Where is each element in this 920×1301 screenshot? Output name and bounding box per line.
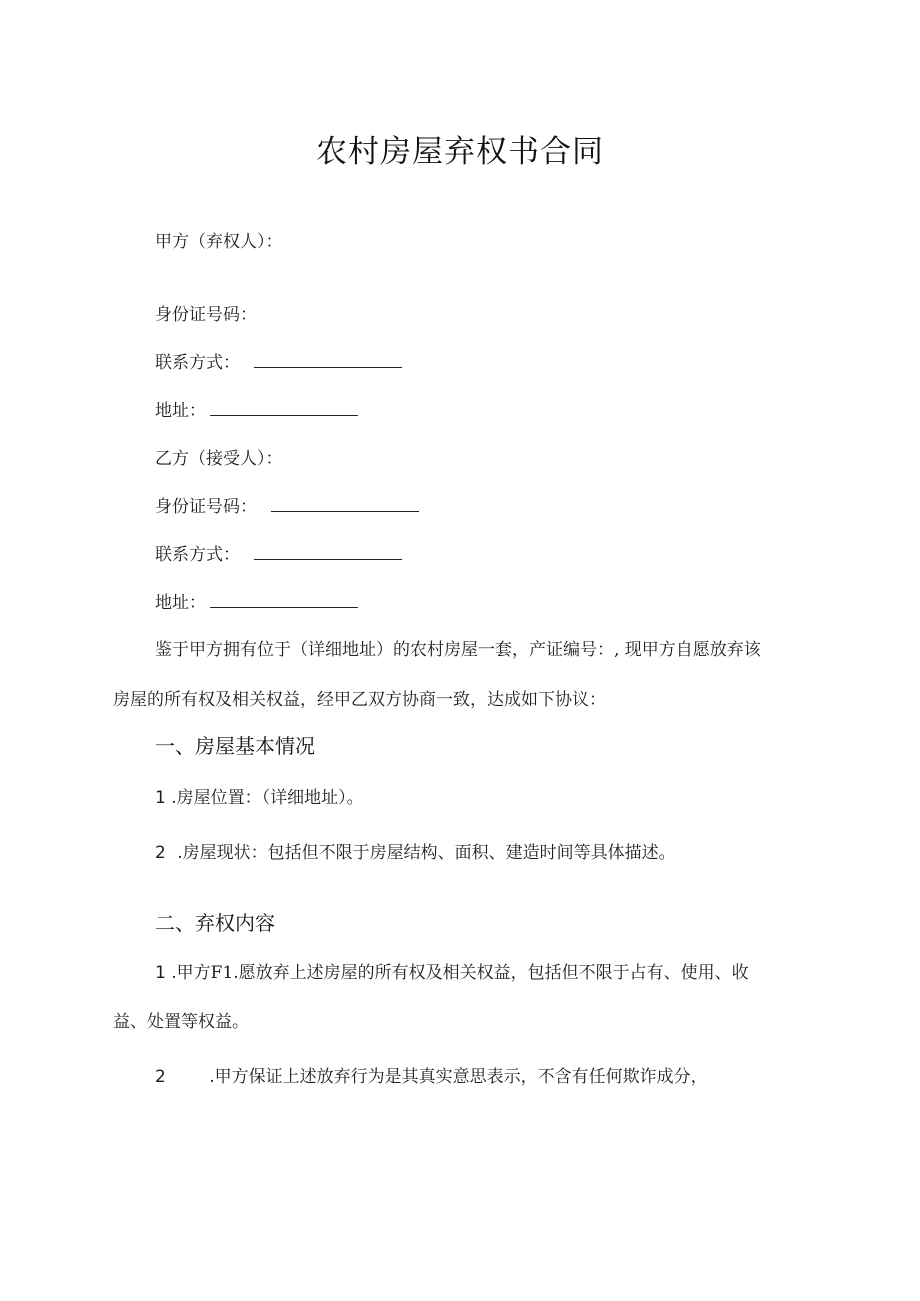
item-text: .房屋现状：包括但不限于房屋结构、面积、建造时间等具体描述。: [177, 843, 676, 863]
party-b-id-row: [155, 495, 419, 519]
party-b-address-blank: [210, 591, 358, 608]
section-2-item-1: [155, 961, 749, 985]
party-b-label: 乙方（接受人）：: [155, 449, 283, 469]
item-text: .甲方保证上述放弃行为是其真实意思表示，不含有任何欺诈成分，: [209, 1067, 708, 1087]
preamble-line-1: 鉴于甲方拥有位于（详细地址）的农村房屋一套，产证编号：, 现甲方自愿放弃该: [155, 640, 761, 660]
item-number: 2: [155, 1067, 166, 1087]
item-text: .房屋位置：（详细地址）。: [171, 788, 364, 808]
party-b-address-row: [155, 591, 358, 615]
section-2-item-2: [155, 1065, 708, 1089]
party-a-label: 甲方（弃权人）：: [155, 232, 283, 252]
section-2-heading: 二、弃权内容: [155, 911, 275, 935]
party-a-address-blank: [210, 399, 358, 416]
party-b-id-blank: [271, 495, 419, 512]
section-1-item-1: [155, 786, 364, 810]
document-title: 农村房屋弃权书合同: [316, 134, 604, 170]
party-a-contact-row: [155, 351, 402, 375]
party-b-contact-label: 联系方式：: [155, 545, 240, 565]
section-1-heading: 一、房屋基本情况: [155, 734, 315, 758]
party-a-address-row: [155, 399, 358, 423]
party-a-id-label: 身份证号码：: [155, 305, 257, 325]
item-number: 1: [155, 963, 166, 983]
item-number: 2: [155, 843, 166, 863]
item-number: 1: [155, 788, 166, 808]
party-b-id-label: 身份证号码：: [155, 497, 257, 517]
party-b-contact-blank: [254, 543, 402, 560]
party-a-contact-blank: [254, 351, 402, 368]
party-a-address-label: 地址：: [155, 401, 206, 421]
section-2-item-1-continuation: 益、处置等权益。: [113, 1012, 249, 1032]
section-1-item-2: [155, 841, 676, 865]
party-b-address-label: 地址：: [155, 593, 206, 613]
party-b-contact-row: [155, 543, 402, 567]
preamble-line-2: 房屋的所有权及相关权益，经甲乙双方协商一致，达成如下协议：: [113, 690, 606, 710]
party-a-contact-label: 联系方式：: [155, 353, 240, 373]
item-text: .甲方F1.愿放弃上述房屋的所有权及相关权益，包括但不限于占有、使用、收: [171, 963, 749, 983]
